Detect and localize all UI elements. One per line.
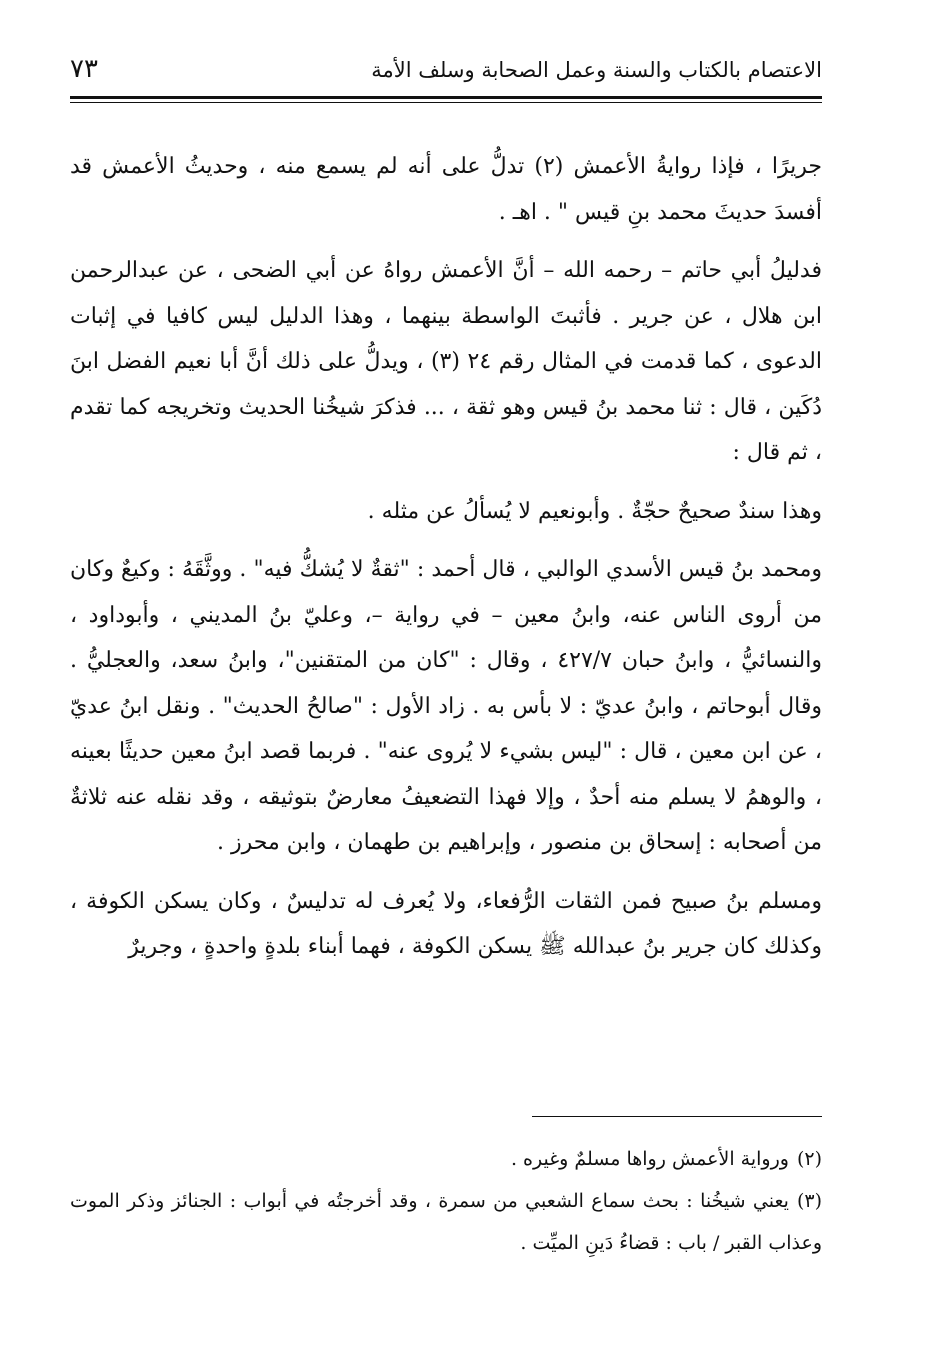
paragraph: فدليلُ أبي حاتم – رحمه الله – أنَّ الأعمش رواهُ عن أبي الضحى ، عن عبدالرحمن ابن هلال ، عن جرير . فأثبتَ الواسطة بينهما ، وهذا الدليل ليس كافيا في إثبات الدعوى ، كما قدمت في المثال رقم ٢٤ (٣) ، ويدلُّ على ذلك أنَّ أبا نعيم الفضل ابنَ دُكَين ، قال : ثنا محمد بنُ قيس وهو ثقة ، ... فذكرَ شيخُنا الحديث وتخريجه كما تقدم ، ثم قال : [70, 258, 822, 465]
footnotes [70, 1138, 822, 1264]
paragraph: وهذا سندٌ صحيحٌ حجّةٌ . وأبونعيم لا يُسألُ عن مثله . [367, 498, 822, 524]
running-title: الاعتصام بالكتاب والسنة وعمل الصحابة وسلف الأمة [371, 58, 822, 82]
paragraph: جريرًا ، فإذا روايةُ الأعمش (٢) تدلُّ على أنه لم يسمع منه ، وحديثُ الأعمش قد أفسدَ حديثَ محمد بنِ قيس " . اهـ . [70, 154, 822, 225]
header-rule-thin [70, 102, 822, 103]
page-number: ٧٣ [70, 54, 98, 84]
page-header [70, 52, 822, 94]
paragraph: ومحمد بنُ قيس الأسدي الوالبي ، قال أحمد : "ثقةٌ لا يُشكُّ فيه" . ووثَّقَهُ : وكيعٌ وكان من أروى الناس عنه، وابنُ معين – في رواية –، وعليّ بنُ المديني ، وأبوداود ، والنسائيُّ ، وابنُ حبان ٤٢٧/٧ ، وقال : "كان من المتقنين"، وابنُ سعد، والعجليُّ . وقال أبوحاتم ، وابنُ عديّ : لا بأس به . زاد الأول : "صالحُ الحديث" . ونقل ابنُ عديّ ، عن ابن معين ، قال : "ليس بشيء لا يُروى عنه" . فربما قصد ابنُ معين حديثًا بعينه ، والوهمُ لا يسلم منه أحدٌ ، وإلا فهذا التضعيفُ معارضٌ بتوثيقه ، وقد نقله عنه ثلاثةٌ من أصحابه : إسحاق بن منصور ، وإبراهيم بن طهمان ، وابن محرز . [70, 557, 822, 855]
footnote [70, 1138, 822, 1180]
footnote-text: ورواية الأعمش رواها مسلمٌ وغيره . [510, 1148, 789, 1170]
footnote-mark: (٣) [796, 1190, 822, 1212]
paragraph: ومسلم بنُ صبيح فمن الثقات الرُّفعاء، ولا يُعرف له تدليسٌ ، وكان يسكن الكوفة ، وكذلك كان جرير بنُ عبدالله ﷺ يسكن الكوفة ، فهما أبناء بلدةٍ واحدةٍ ، وجريرٌ [70, 888, 822, 959]
footnote [70, 1180, 822, 1264]
footnote-text: يعني شيخُنا : بحث سماع الشعبي من سمرة ، وقد أخرجتُه في أبواب : الجنائز وذكر الموت وعذاب القبر / باب : قضاءُ دَينِ الميِّت . [70, 1190, 822, 1254]
header-rule-thick [70, 96, 822, 99]
footnote-separator [532, 1116, 822, 1117]
body-text [70, 144, 822, 970]
footnote-mark: (٢) [796, 1148, 822, 1170]
